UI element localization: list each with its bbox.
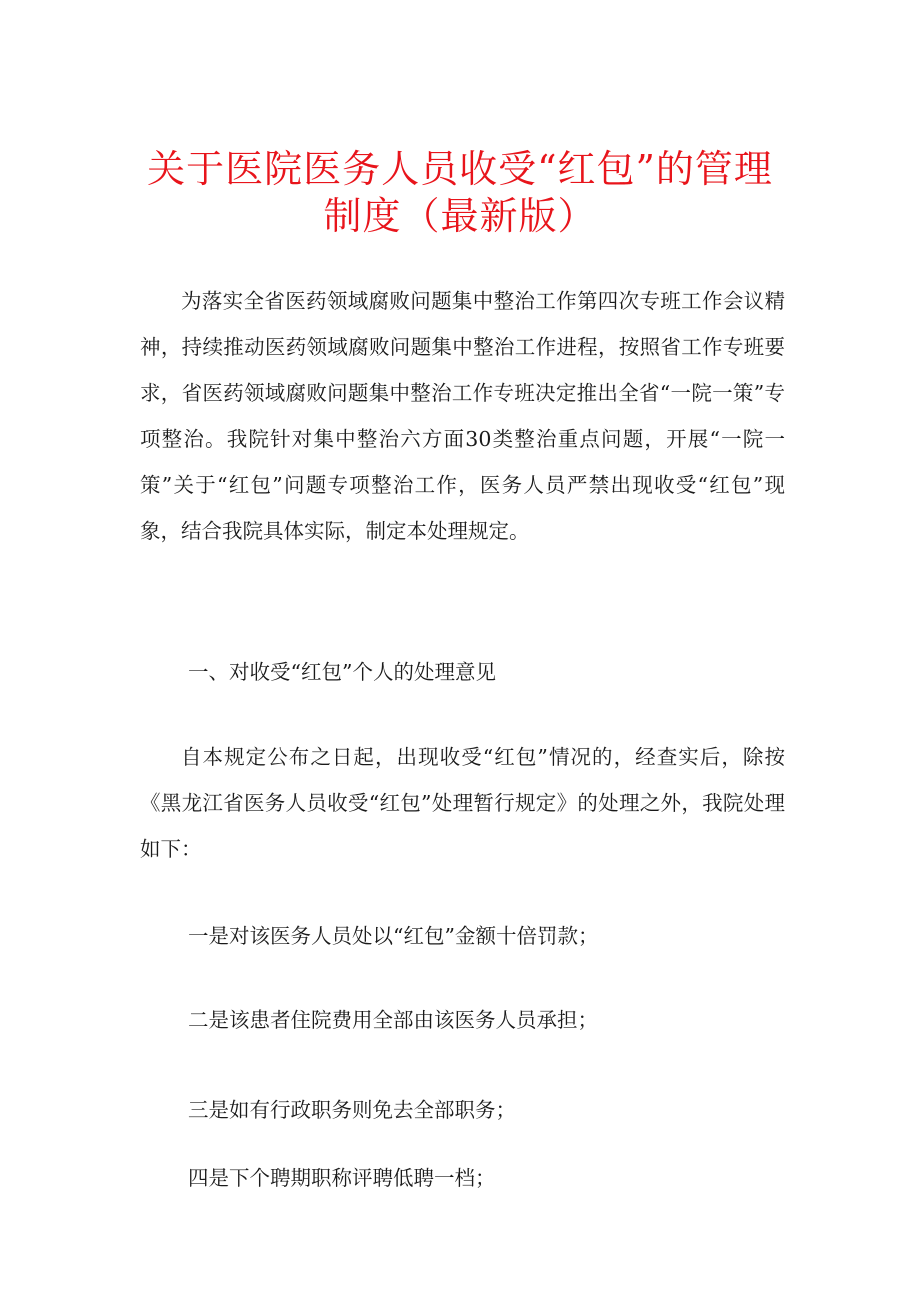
document-title-line-2: 制度（最新版） [323,194,597,238]
section-1-heading: 一、对收受“红包”个人的处理意见 [188,660,496,684]
list-item: 二是该患者住院费用全部由该医务人员承担； [188,1008,598,1032]
document-title-line-1: 关于医院医务人员收受“红包”的管理 [147,147,773,191]
intro-paragraph: 为落实全省医药领域腐败问题集中整治工作第四次专班工作会议精神，持续推动医药领域腐败问题集中整治工作进程，按照省工作专班要求，省医药领域腐败问题集中整治工作专班决定推出全省“一院一策”专项整治。我院针对集中整治六方面30类整治重点问题，开展“一院一策”关于“红包”问题专项整治工作，医务人员严禁出现收受“红包”现象，结合我院具体实际，制定本处理规定。 [140,289,785,543]
list-item: 三是如有行政职务则免去全部职务； [188,1098,516,1122]
list-item: 一是对该医务人员处以“红包”金额十倍罚款； [188,924,599,948]
section-1-body: 自本规定公布之日起，出现收受“红包”情况的，经查实后，除按《黑龙江省医务人员收受“红包”处理暂行规定》的处理之外，我院处理如下： [140,745,785,861]
list-item: 四是下个聘期职称评聘低聘一档； [188,1166,496,1190]
